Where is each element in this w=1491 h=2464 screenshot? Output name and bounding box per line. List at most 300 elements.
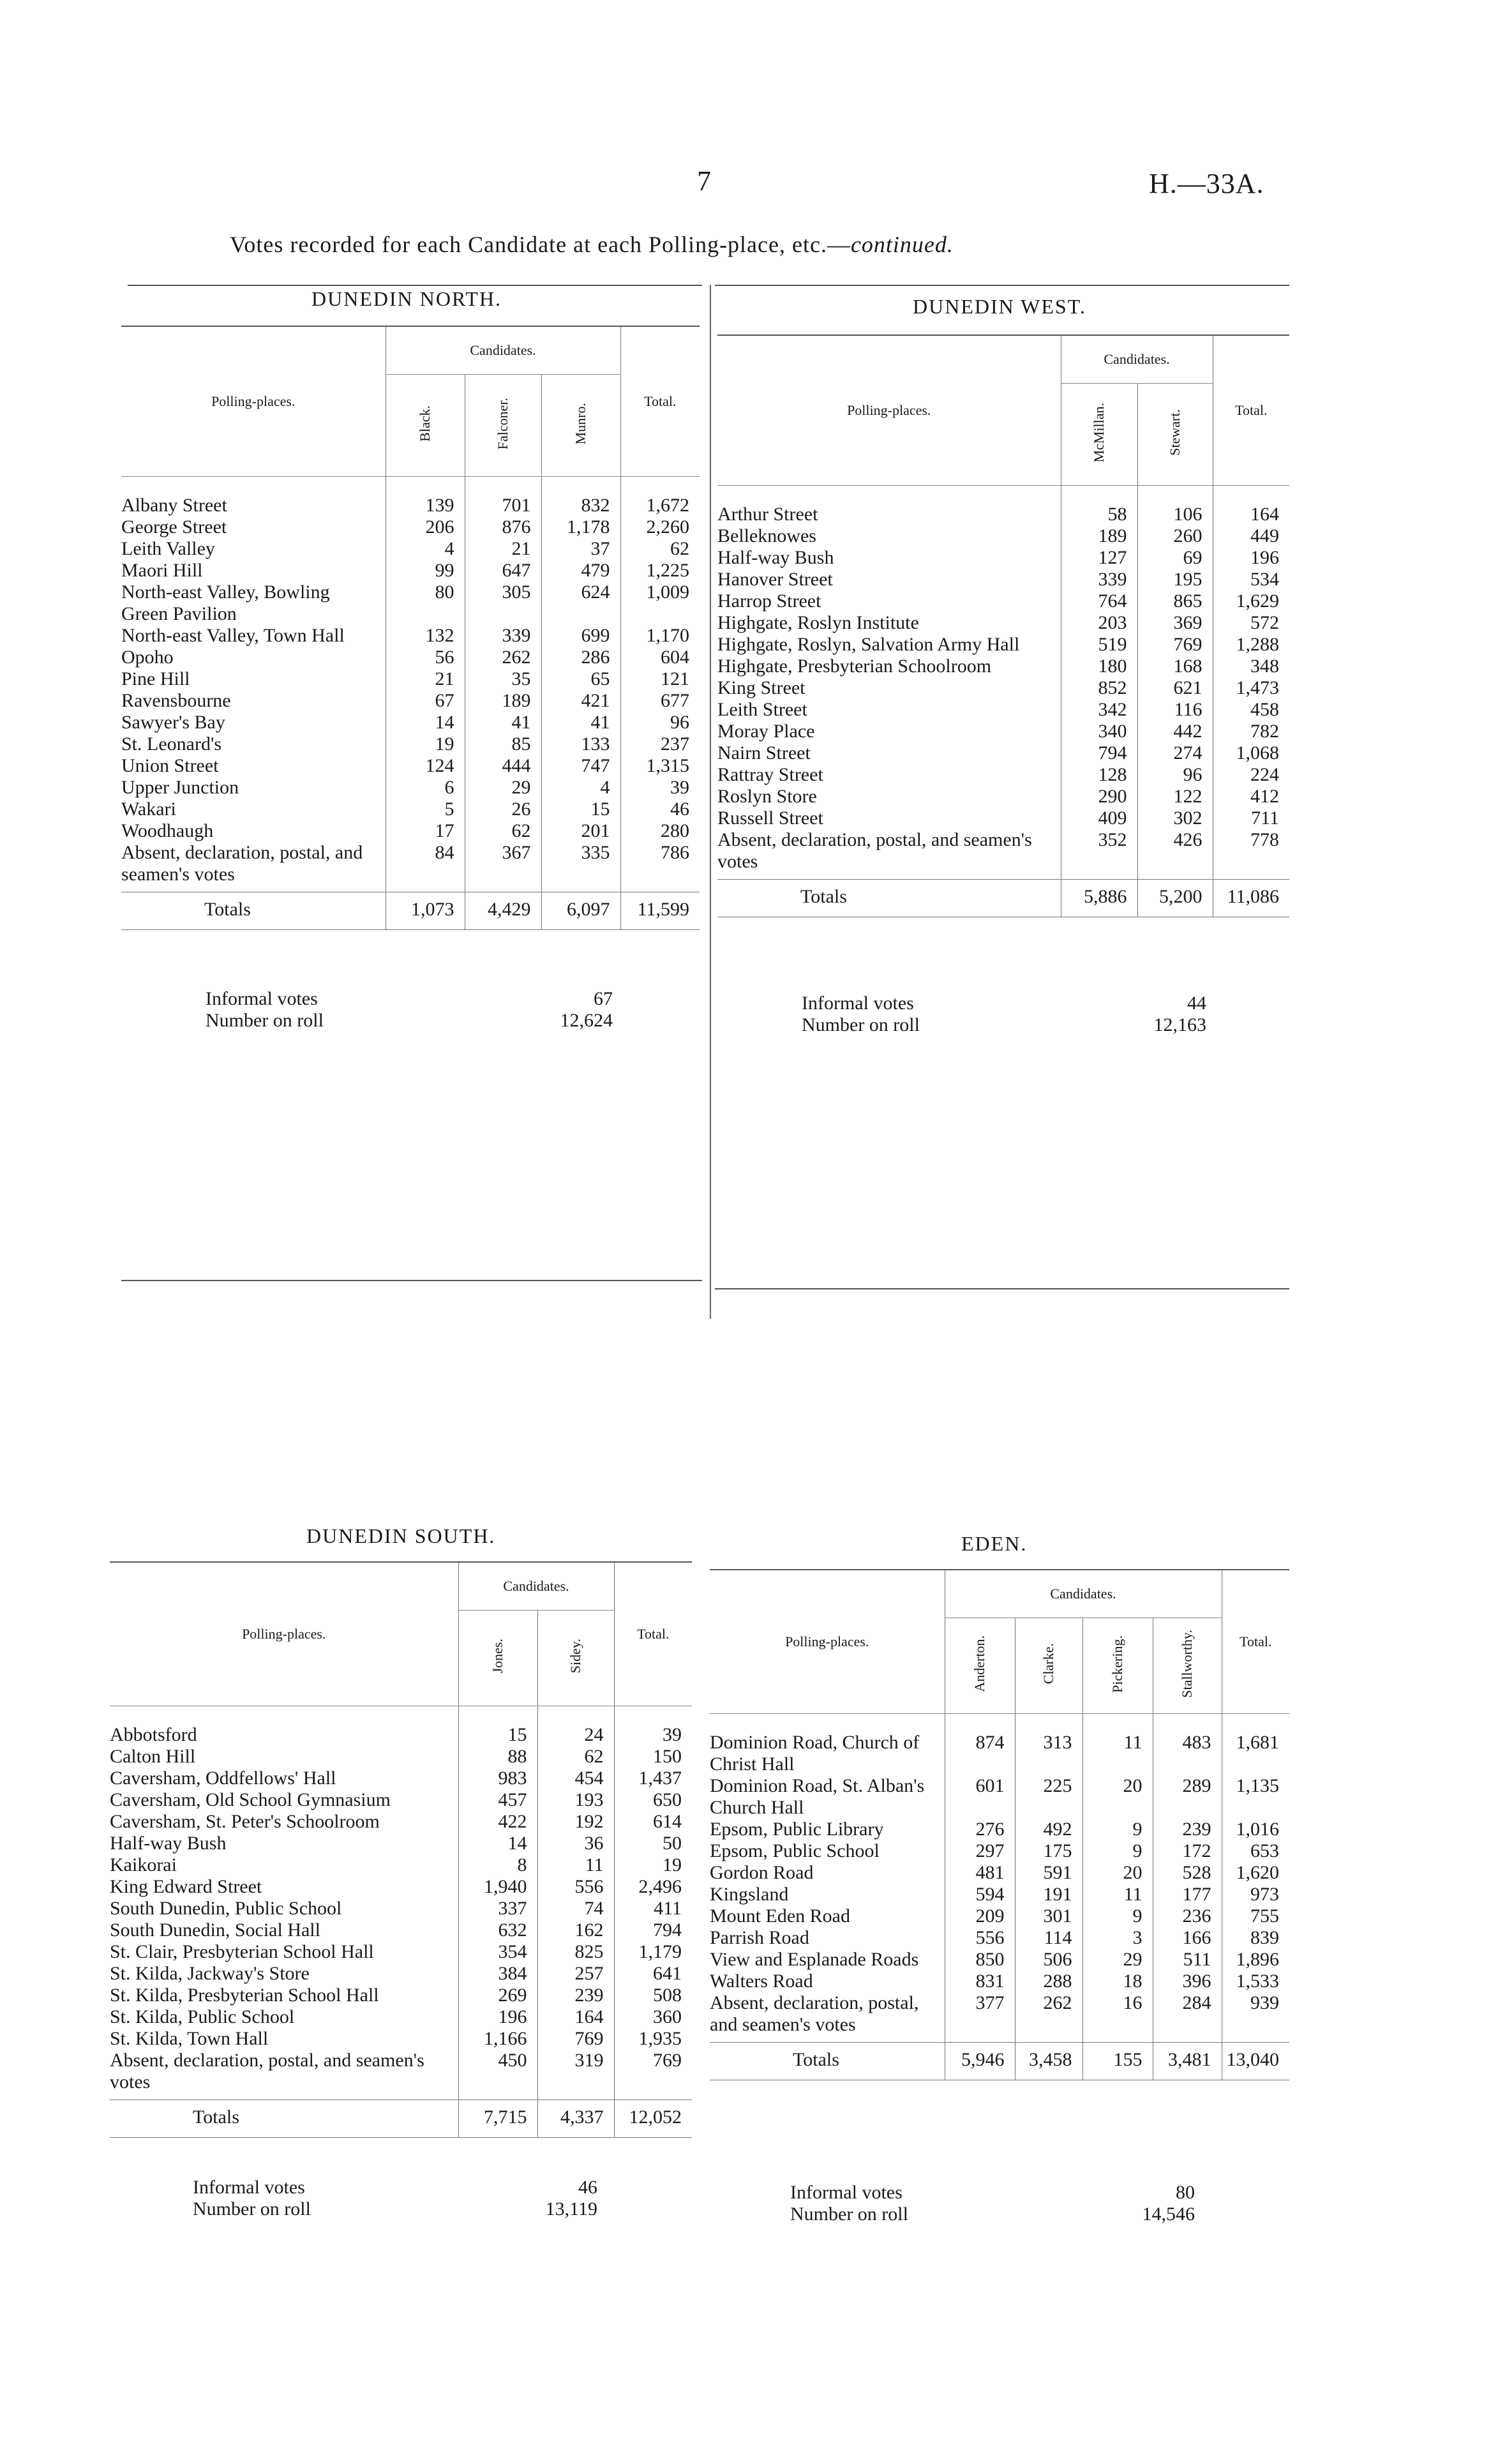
vote-count: 352: [1061, 829, 1137, 880]
vote-count: 269: [458, 1985, 537, 2006]
vote-count: 62: [465, 820, 541, 842]
vote-count: 168: [1137, 656, 1213, 677]
vote-count: 116: [1137, 699, 1213, 721]
row-total: 508: [614, 1985, 692, 2006]
polling-place-name: Absent, declaration, postal, and seamen's votes: [110, 2050, 424, 2092]
vote-count: 874: [945, 1714, 1015, 1776]
row-total: 1,437: [614, 1768, 692, 1789]
vote-count: 196: [458, 2006, 537, 2028]
vote-count: 647: [465, 560, 541, 582]
polling-place-name: Caversham, Old School Gymnasium: [110, 1789, 391, 1810]
vote-count: 236: [1153, 1905, 1222, 1927]
vote-count: 377: [945, 1992, 1015, 2043]
vote-count: 286: [541, 647, 620, 668]
row-total: 39: [614, 1706, 692, 1747]
vote-count: 257: [537, 1963, 614, 1985]
polling-place-name: View and Esplanade Roads: [710, 1949, 919, 1970]
table-row: [717, 590, 1289, 612]
row-total: 237: [620, 733, 700, 755]
row-total: 782: [1213, 721, 1289, 742]
table-dunedin-south: [110, 1561, 692, 2138]
total-header: Total.: [620, 326, 700, 477]
divider: [128, 285, 702, 286]
vote-count: 506: [1015, 1949, 1083, 1971]
table-row: [121, 668, 700, 690]
table-row: [717, 829, 1289, 880]
vote-count: 481: [945, 1862, 1015, 1884]
vote-count: 166: [1153, 1927, 1222, 1949]
row-total: 973: [1222, 1884, 1289, 1905]
row-total: 1,009: [620, 582, 700, 625]
row-total: 1,225: [620, 560, 700, 582]
vote-count: 276: [945, 1819, 1015, 1840]
vote-count: 528: [1153, 1862, 1222, 1884]
page-title-continued: continued.: [850, 232, 954, 257]
vote-count: 8: [458, 1854, 537, 1876]
vote-count: 556: [945, 1927, 1015, 1949]
polling-places-header: Polling-places.: [121, 326, 386, 477]
vote-count: 301: [1015, 1905, 1083, 1927]
roll-value: 12,624: [560, 1010, 613, 1031]
table-row: [121, 733, 700, 755]
vote-count: 180: [1061, 656, 1137, 677]
row-total: 164: [1213, 486, 1289, 526]
candidate-header: McMillan.: [1091, 402, 1107, 463]
vote-count: 132: [386, 625, 465, 647]
vote-count: 421: [541, 690, 620, 712]
vote-count: 794: [1061, 742, 1137, 764]
row-total: 1,170: [620, 625, 700, 647]
table-row: [110, 1789, 692, 1811]
vote-count: 5: [386, 799, 465, 820]
vote-count: 37: [541, 538, 620, 560]
polling-place-name: St. Clair, Presbyterian School Hall: [110, 1941, 374, 1962]
vote-count: 852: [1061, 677, 1137, 699]
polling-place-name: Highgate, Presbyterian Schoolroom: [717, 656, 992, 677]
vote-count: 16: [1083, 1992, 1153, 2043]
vote-count: 290: [1061, 786, 1137, 808]
polling-place-name: Absent, declaration, postal, and seamen's votes: [710, 1992, 919, 2035]
vote-count: 983: [458, 1768, 537, 1789]
candidate-header: Falconer.: [495, 397, 511, 450]
vote-count: 396: [1153, 1971, 1222, 1992]
vote-count: 99: [386, 560, 465, 582]
grand-total: 13,040: [1222, 2043, 1289, 2080]
vote-count: 288: [1015, 1971, 1083, 1992]
polling-place-name: Arthur Street: [717, 504, 818, 525]
vote-count: 19: [386, 733, 465, 755]
vote-count: 239: [537, 1985, 614, 2006]
vote-count: 1,940: [458, 1876, 537, 1898]
vote-count: 4: [541, 777, 620, 799]
vote-count: 20: [1083, 1775, 1153, 1819]
row-total: 121: [620, 668, 700, 690]
vote-count: 591: [1015, 1862, 1083, 1884]
district-title-dunedin-north: DUNEDIN NORTH.: [311, 287, 502, 310]
polling-place-name: Sawyer's Bay: [121, 712, 225, 733]
vote-count: 457: [458, 1789, 537, 1811]
polling-place-name: Highgate, Roslyn Institute: [717, 612, 919, 633]
table-row: [121, 820, 700, 842]
district-title-dunedin-south: DUNEDIN SOUTH.: [306, 1524, 496, 1547]
table-row: [110, 1833, 692, 1854]
row-total: 348: [1213, 656, 1289, 677]
row-total: 614: [614, 1811, 692, 1833]
table-eden: [710, 1569, 1289, 2080]
candidate-total: 3,481: [1153, 2043, 1222, 2080]
informal-votes-value: 44: [1187, 993, 1206, 1014]
vote-count: 422: [458, 1811, 537, 1833]
polling-place-name: St. Kilda, Jackway's Store: [110, 1963, 310, 1984]
row-total: 839: [1222, 1927, 1289, 1949]
vote-count: 193: [537, 1789, 614, 1811]
vote-count: 6: [386, 777, 465, 799]
vote-count: 701: [465, 477, 541, 517]
footer-dunedin-north: [206, 988, 613, 1032]
polling-place-name: South Dunedin, Public School: [110, 1898, 342, 1919]
row-total: 50: [614, 1833, 692, 1854]
polling-place-name: Ravensbourne: [121, 690, 231, 711]
vote-count: 20: [1083, 1862, 1153, 1884]
vote-count: 124: [386, 755, 465, 777]
table-row: [121, 625, 700, 647]
polling-place-name: Roslyn Store: [717, 786, 817, 807]
table-row: [710, 1819, 1289, 1840]
vote-count: 15: [541, 799, 620, 820]
informal-votes-label: Informal votes: [193, 2177, 305, 2198]
vote-count: 195: [1137, 569, 1213, 590]
vote-count: 319: [537, 2050, 614, 2100]
total-header: Total.: [614, 1562, 692, 1706]
candidate-total: 5,200: [1137, 880, 1213, 917]
vote-count: 17: [386, 820, 465, 842]
row-total: 411: [614, 1898, 692, 1919]
table-row: [110, 1746, 692, 1768]
vote-count: 88: [458, 1746, 537, 1768]
polling-place-name: Epsom, Public Library: [710, 1819, 884, 1840]
vote-count: 850: [945, 1949, 1015, 1971]
row-total: 604: [620, 647, 700, 668]
row-total: 19: [614, 1854, 692, 1876]
informal-votes-label: Informal votes: [206, 988, 318, 1009]
polling-place-name: St. Leonard's: [121, 733, 222, 755]
polling-place-name: North-east Valley, Town Hall: [121, 625, 345, 646]
row-total: 224: [1213, 764, 1289, 786]
vote-count: 511: [1153, 1949, 1222, 1971]
vote-count: 747: [541, 755, 620, 777]
polling-place-name: Leith Street: [717, 699, 807, 720]
vote-count: 442: [1137, 721, 1213, 742]
row-total: 150: [614, 1746, 692, 1768]
vote-count: 832: [541, 477, 620, 517]
polling-place-name: Walters Road: [710, 1971, 813, 1992]
vote-count: 479: [541, 560, 620, 582]
candidate-header: Sidey.: [567, 1639, 583, 1674]
row-total: 1,620: [1222, 1862, 1289, 1884]
polling-place-name: Half-way Bush: [717, 547, 834, 568]
vote-count: 29: [465, 777, 541, 799]
row-total: 360: [614, 2006, 692, 2028]
district-title-eden: EDEN.: [961, 1532, 1028, 1555]
vote-count: 239: [1153, 1819, 1222, 1840]
table-row: [110, 1919, 692, 1941]
polling-place-name: South Dunedin, Social Hall: [110, 1919, 320, 1941]
vote-count: 106: [1137, 486, 1213, 526]
vote-count: 492: [1015, 1819, 1083, 1840]
polling-place-name: Union Street: [121, 755, 219, 776]
vote-count: 15: [458, 1706, 537, 1747]
informal-votes-value: 46: [578, 2177, 597, 2198]
polling-places-header: Polling-places.: [717, 335, 1061, 486]
table-row: [110, 2006, 692, 2028]
polling-place-name: Dominion Road, St. Alban's Church Hall: [710, 1775, 925, 1818]
totals-label: Totals: [110, 2100, 458, 2138]
row-total: 641: [614, 1963, 692, 1985]
polling-place-name: Caversham, Oddfellows' Hall: [110, 1768, 336, 1789]
table-row: [121, 477, 700, 517]
table-row: [110, 1768, 692, 1789]
polling-place-name: Abbotsford: [110, 1724, 197, 1745]
vote-count: 367: [465, 842, 541, 892]
roll-value: 14,546: [1142, 2204, 1195, 2225]
polling-place-name: Nairn Street: [717, 742, 811, 763]
vote-count: 21: [386, 668, 465, 690]
polling-place-name: Albany Street: [121, 495, 227, 516]
vote-count: 556: [537, 1876, 614, 1898]
candidate-total: 6,097: [541, 892, 620, 930]
polling-place-name: Moray Place: [717, 721, 815, 742]
candidates-header: Candidates.: [458, 1562, 614, 1611]
row-total: 650: [614, 1789, 692, 1811]
totals-label: Totals: [717, 880, 1061, 917]
table-row: [121, 842, 700, 892]
row-total: 39: [620, 777, 700, 799]
table-row: [121, 516, 700, 538]
page-title-main: Votes recorded for each Candidate at each Polling-place, etc.—: [230, 232, 851, 257]
row-total: 1,473: [1213, 677, 1289, 699]
roll-label: Number on roll: [802, 1014, 920, 1035]
polling-place-name: Rattray Street: [717, 764, 823, 785]
table-row: [717, 742, 1289, 764]
vote-count: 58: [1061, 486, 1137, 526]
table-row: [710, 1840, 1289, 1862]
vote-count: 409: [1061, 808, 1137, 829]
candidate-header: Anderton.: [971, 1635, 987, 1692]
district-title-dunedin-west: DUNEDIN WEST.: [913, 295, 1086, 318]
document-reference: H.—33A.: [1149, 168, 1264, 199]
row-total: 1,681: [1222, 1714, 1289, 1776]
vote-count: 594: [945, 1884, 1015, 1905]
vote-count: 11: [1083, 1884, 1153, 1905]
grand-total: 12,052: [614, 2100, 692, 2138]
grand-total: 11,086: [1213, 880, 1289, 917]
polling-place-name: Woodhaugh: [121, 820, 214, 841]
vote-count: 340: [1061, 721, 1137, 742]
vote-count: 128: [1061, 764, 1137, 786]
row-total: 1,288: [1213, 634, 1289, 656]
vote-count: 9: [1083, 1819, 1153, 1840]
polling-place-name: Leith Valley: [121, 538, 215, 559]
footer-eden: [790, 2182, 1195, 2225]
polling-place-name: Epsom, Public School: [710, 1840, 880, 1861]
informal-votes-label: Informal votes: [802, 993, 914, 1014]
candidate-total: 1,073: [386, 892, 465, 930]
row-total: 412: [1213, 786, 1289, 808]
informal-votes-value: 67: [594, 988, 613, 1009]
polling-place-name: King Edward Street: [110, 1876, 262, 1897]
vote-count: 127: [1061, 547, 1137, 569]
table-row: [121, 712, 700, 733]
vote-count: 114: [1015, 1927, 1083, 1949]
table-row: [710, 1949, 1289, 1971]
candidates-header: Candidates.: [1061, 335, 1213, 384]
vote-count: 192: [537, 1811, 614, 1833]
vote-count: 201: [541, 820, 620, 842]
row-total: 280: [620, 820, 700, 842]
row-total: 96: [620, 712, 700, 733]
vote-count: 624: [541, 582, 620, 625]
informal-votes-label: Informal votes: [790, 2182, 903, 2203]
candidate-header: Stallworthy.: [1179, 1630, 1195, 1698]
vote-count: 444: [465, 755, 541, 777]
table-row: [121, 799, 700, 820]
vote-count: 632: [458, 1919, 537, 1941]
vote-count: 339: [1061, 569, 1137, 590]
polling-place-name: Absent, declaration, postal, and seamen's votes: [717, 829, 1032, 872]
vote-count: 36: [537, 1833, 614, 1854]
polling-place-name: Absent, declaration, postal, and seamen's votes: [121, 842, 363, 885]
table-row: [717, 547, 1289, 569]
polling-place-name: Opoho: [121, 647, 174, 668]
table-row: [717, 699, 1289, 721]
polling-place-name: Parrish Road: [710, 1927, 809, 1948]
candidate-total: 4,337: [537, 2100, 614, 2138]
vote-count: 262: [465, 647, 541, 668]
vote-count: 302: [1137, 808, 1213, 829]
roll-label: Number on roll: [206, 1010, 324, 1031]
vote-count: 164: [537, 2006, 614, 2028]
candidate-total: 5,886: [1061, 880, 1137, 917]
candidate-header: Jones.: [490, 1639, 506, 1674]
vote-count: 41: [541, 712, 620, 733]
vote-count: 260: [1137, 525, 1213, 547]
vote-count: 369: [1137, 612, 1213, 634]
row-total: 778: [1213, 829, 1289, 880]
row-total: 755: [1222, 1905, 1289, 1927]
vote-count: 9: [1083, 1840, 1153, 1862]
vote-count: 11: [537, 1854, 614, 1876]
vote-count: 305: [465, 582, 541, 625]
table-row: [110, 1876, 692, 1898]
polling-place-name: Hanover Street: [717, 569, 833, 590]
polling-place-name: St. Kilda, Public School: [110, 2006, 295, 2027]
polling-place-name: Upper Junction: [121, 777, 239, 798]
divider: [715, 285, 1289, 286]
polling-place-name: Kingsland: [710, 1884, 789, 1905]
row-total: 534: [1213, 569, 1289, 590]
vote-count: 342: [1061, 699, 1137, 721]
grand-total: 11,599: [620, 892, 700, 930]
polling-places-header: Polling-places.: [110, 1562, 458, 1706]
polling-place-name: North-east Valley, Bowling Green Pavilion: [121, 582, 330, 624]
row-total: 1,068: [1213, 742, 1289, 764]
vote-count: 18: [1083, 1971, 1153, 1992]
row-total: 786: [620, 842, 700, 892]
polling-place-name: Wakari: [121, 799, 176, 820]
vote-count: 3: [1083, 1927, 1153, 1949]
vote-count: 621: [1137, 677, 1213, 699]
polling-place-name: Dominion Road, Church of Christ Hall: [710, 1732, 920, 1775]
polling-place-name: Maori Hill: [121, 560, 203, 581]
row-total: 653: [1222, 1840, 1289, 1862]
polling-places-header: Polling-places.: [710, 1570, 945, 1714]
table-row: [121, 538, 700, 560]
candidate-header: Clarke.: [1040, 1643, 1056, 1685]
vote-count: 84: [386, 842, 465, 892]
table-row: [717, 677, 1289, 699]
table-row: [717, 808, 1289, 829]
polling-place-name: George Street: [121, 516, 227, 537]
informal-votes-value: 80: [1176, 2182, 1195, 2203]
table-row: [110, 2050, 692, 2100]
table-row: [710, 1905, 1289, 1927]
polling-place-name: King Street: [717, 677, 805, 698]
table-row: [710, 1971, 1289, 1992]
table-row: [110, 1854, 692, 1876]
candidates-header: Candidates.: [386, 326, 620, 375]
vote-count: 11: [1083, 1714, 1153, 1776]
table-row: [710, 1884, 1289, 1905]
vote-count: 225: [1015, 1775, 1083, 1819]
totals-row: [717, 880, 1289, 917]
vote-count: 65: [541, 668, 620, 690]
vote-count: 26: [465, 799, 541, 820]
page-title: [230, 231, 1277, 258]
vote-count: 85: [465, 733, 541, 755]
vote-count: 865: [1137, 590, 1213, 612]
table-row: [110, 2028, 692, 2050]
footer-dunedin-south: [193, 2177, 597, 2220]
roll-value: 12,163: [1153, 1014, 1206, 1035]
table-row: [110, 1985, 692, 2006]
table-row: [710, 1775, 1289, 1819]
vote-count: 764: [1061, 590, 1137, 612]
table-row: [717, 486, 1289, 526]
polling-place-name: Half-way Bush: [110, 1833, 227, 1854]
vote-count: 24: [537, 1706, 614, 1747]
vote-count: 601: [945, 1775, 1015, 1819]
vote-count: 339: [465, 625, 541, 647]
row-total: 449: [1213, 525, 1289, 547]
table-row: [110, 1811, 692, 1833]
totals-label: Totals: [710, 2043, 945, 2080]
vote-count: 162: [537, 1919, 614, 1941]
candidate-header: Black.: [417, 405, 433, 442]
polling-place-name: Belleknowes: [717, 525, 816, 546]
vote-count: 274: [1137, 742, 1213, 764]
vote-count: 206: [386, 516, 465, 538]
table-row: [717, 612, 1289, 634]
row-total: 46: [620, 799, 700, 820]
vote-count: 67: [386, 690, 465, 712]
vote-count: 203: [1061, 612, 1137, 634]
total-header: Total.: [1222, 1570, 1289, 1714]
vote-count: 191: [1015, 1884, 1083, 1905]
total-header: Total.: [1213, 335, 1289, 486]
row-total: 62: [620, 538, 700, 560]
vote-count: 284: [1153, 1992, 1222, 2043]
vote-count: 175: [1015, 1840, 1083, 1862]
